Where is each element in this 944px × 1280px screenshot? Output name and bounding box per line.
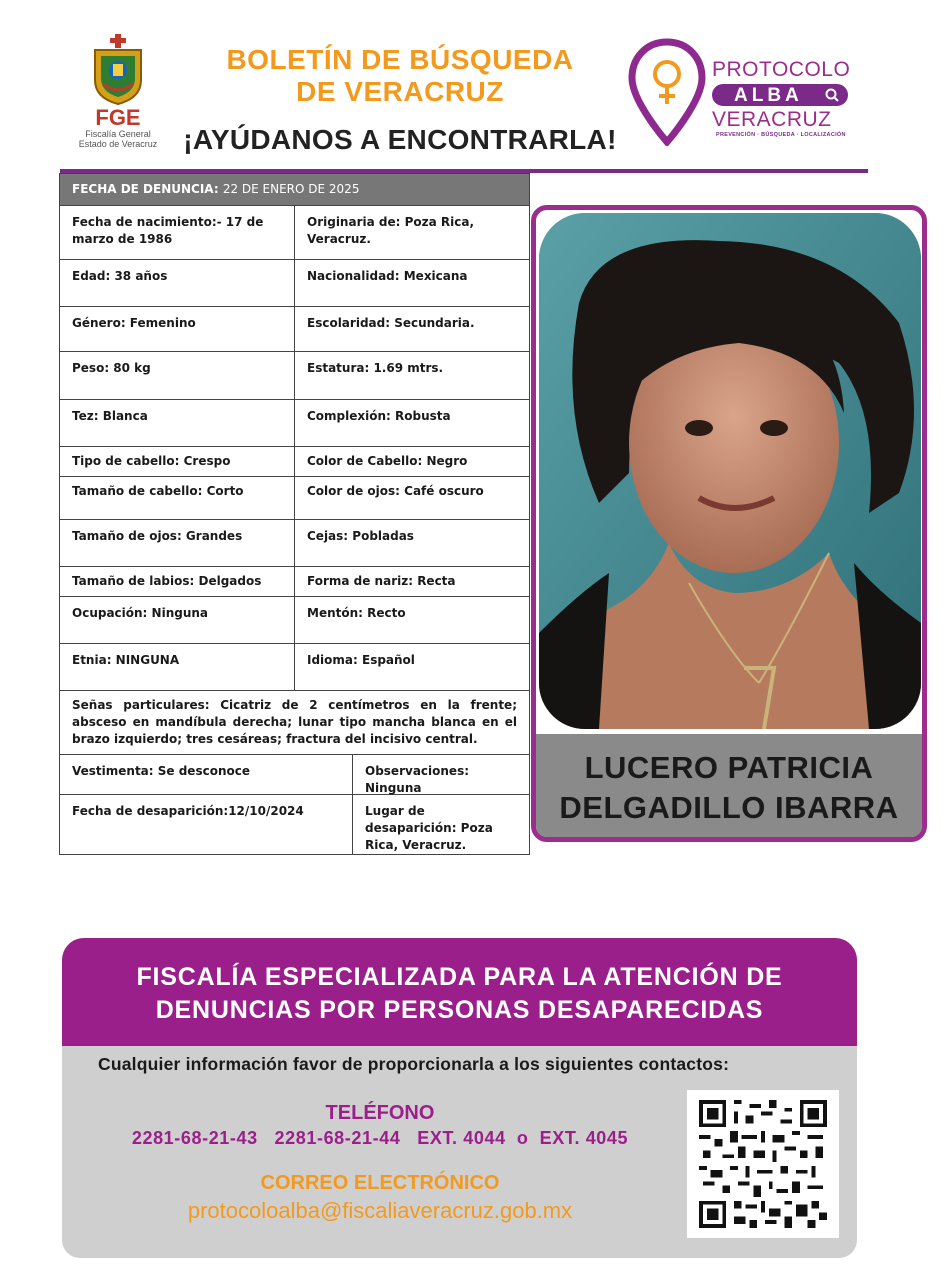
height: Estatura: 1.69 mtrs. xyxy=(307,361,444,375)
table-row xyxy=(60,794,529,854)
email-label: CORREO ELECTRÓNICO xyxy=(260,1172,500,1194)
clothing: Vestimenta: Se desconoce xyxy=(60,755,353,794)
alba-pill xyxy=(712,84,848,106)
hair-color: Color de Cabello: Negro xyxy=(307,454,468,468)
eye-color: Color de ojos: Café oscuro xyxy=(307,484,484,498)
nationality: Nacionalidad: Mexicana xyxy=(307,269,468,283)
disappearance-date: Fecha de desaparición:12/10/2024 xyxy=(60,795,353,854)
search-icon xyxy=(824,87,840,103)
fge-logo xyxy=(66,34,170,149)
qr-code[interactable] xyxy=(687,1090,839,1238)
fge-name: Fiscalía General Estado de Veracruz xyxy=(78,129,158,149)
bulletin-title: BOLETÍN DE BÚSQUEDA DE VERACRUZ xyxy=(226,44,574,107)
protocolo-alba-logo xyxy=(628,38,858,148)
bulletin-subtitle: ¡AYÚDANOS A ENCONTRARLA! xyxy=(183,124,617,155)
report-date-label: FECHA DE DENUNCIA: xyxy=(72,182,219,196)
contact-intro: Cualquier información favor de proporcionarla a los siguientes contactos: xyxy=(98,1054,730,1074)
table-row xyxy=(60,351,529,399)
nose-shape: Forma de nariz: Recta xyxy=(307,574,456,588)
distinguishing-marks: Señas particulares: Cicatriz de 2 centímetros en la frente; absceso en mandíbula derecha; lunar tipo mancha blanca en el brazo izquierdo; tres cesáreas; fractura del incisivo central. xyxy=(72,698,517,746)
phone-label: TELÉFONO xyxy=(325,1102,435,1124)
hair-length: Tamaño de cabello: Corto xyxy=(60,477,295,519)
weight: Peso: 80 kg xyxy=(60,352,295,399)
ethnicity: Etnia: NINGUNA xyxy=(60,644,295,690)
name-box xyxy=(536,734,922,842)
chin: Mentón: Recto xyxy=(307,606,406,620)
qr-code-icon xyxy=(697,1100,829,1228)
table-row xyxy=(60,596,529,643)
table-row xyxy=(60,519,529,566)
table-row xyxy=(60,399,529,446)
eyebrows: Cejas: Pobladas xyxy=(307,529,414,543)
skin-tone: Tez: Blanca xyxy=(60,400,295,446)
female-location-pin-icon xyxy=(628,38,706,146)
agency-banner xyxy=(62,938,857,1050)
lip-size: Tamaño de labios: Delgados xyxy=(60,567,295,596)
photo-card xyxy=(531,205,927,842)
observations: Observaciones: Ninguna xyxy=(365,764,470,795)
contact-box xyxy=(62,1046,857,1258)
table-row xyxy=(60,566,529,596)
alba-tagline: PREVENCIÓN · BÚSQUEDA · LOCALIZACIÓN xyxy=(716,132,846,138)
report-date-row xyxy=(60,174,529,205)
agency-title: FISCALÍA ESPECIALIZADA PARA LA ATENCIÓN DE DENUNCIAS POR PERSONAS DESAPARECIDAS xyxy=(136,963,783,1024)
portrait-illustration xyxy=(539,213,921,729)
table-row xyxy=(60,690,529,754)
table-row xyxy=(60,754,529,794)
birth-date: Fecha de nacimiento:- 17 de marzo de 1986 xyxy=(60,206,295,259)
person-photo xyxy=(539,213,921,729)
education: Escolaridad: Secundaria. xyxy=(307,316,475,330)
origin: Originaria de: Poza Rica, Veracruz. xyxy=(307,215,475,246)
alba-word-veracruz: VERACRUZ xyxy=(712,108,832,131)
table-row xyxy=(60,259,529,306)
fge-abbreviation: FGE xyxy=(95,105,141,130)
language: Idioma: Español xyxy=(307,653,415,667)
age: Edad: 38 años xyxy=(60,260,295,306)
alba-word-alba: ALBA xyxy=(734,85,803,106)
title-block xyxy=(160,44,640,156)
disappearance-place: Lugar de desaparición: Poza Rica, Veracruz. xyxy=(365,804,493,852)
eye-size: Tamaño de ojos: Grandes xyxy=(60,520,295,566)
table-row xyxy=(60,174,529,205)
table-row xyxy=(60,205,529,259)
table-row xyxy=(60,643,529,690)
occupation: Ocupación: Ninguna xyxy=(60,597,295,643)
alba-word-protocolo: PROTOCOLO xyxy=(712,58,851,81)
state-coat-of-arms-icon xyxy=(89,34,147,106)
table-row xyxy=(60,476,529,519)
phone-numbers[interactable]: 2281-68-21-43 2281-68-21-44 EXT. 4044 o EXT. 4045 xyxy=(131,1128,629,1148)
hair-type: Tipo de cabello: Crespo xyxy=(60,447,295,476)
build: Complexión: Robusta xyxy=(307,409,451,423)
gender: Género: Femenino xyxy=(60,307,295,351)
table-row xyxy=(60,446,529,476)
email-link[interactable]: protocoloalba@fiscaliaveracruz.gob.mx xyxy=(187,1198,573,1223)
person-info-table xyxy=(59,173,530,855)
table-row xyxy=(60,306,529,351)
person-name: LUCERO PATRICIA DELGADILLO IBARRA xyxy=(559,750,899,825)
report-date-value: 22 DE ENERO DE 2025 xyxy=(222,182,360,196)
